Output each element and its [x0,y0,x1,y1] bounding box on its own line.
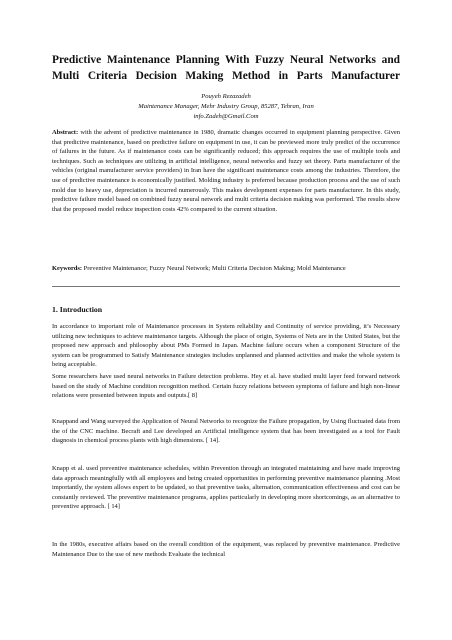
abstract-text: with the advent of predictive maintenance in 1980, dramatic changes occurred in equipment planning perspective. Given that predictive maintenance, based on predictive failure on equipment in use, it can be previewed more truly predict of the occurrence of failures in the future. As if maintenance costs can be significantly reduced; this approach requires the use of multiple tools and techniques. Such as techniques are utilizing in artificial intelligence, neural networks and fuzzy set theory. Parts manufacturer of the vehicles (original manufacturer service providers) in Iran have the significant maintenance costs among the industries. Therefore, the use of predictive maintenance is economically justified. Molding industry is preferred because production process and the use of such mold due to heavy use, depreciation is incurred numerously. This makes development expenses for parts manufacturer. In this study, predictive failure model based on combined fuzzy neural network and multi criteria decision making was performed. The results show that the proposed model reduce inspection costs 42% compared to the current situation. [52,129,401,213]
keywords [52,264,400,274]
intro-paragraph-3: Knappand and Wang surveyed the Application of Neural Networks to recognize the Failure propagation, by Using fluctuated data from the of the CNC machine. Becraft and Lee developed an Artificial intelligence system that has been investigated as a tool for Fault diagnosis in chemical process plants with high dimensions. [ 14]. [52,418,400,445]
abstract-label: Abstract: [52,129,79,136]
section-divider [52,286,400,287]
intro-paragraph-4: Knapp et al. used preventive maintenance schedules, within Prevention through an integrated maintaining and have made improving data approach meaningfully with all employees and being created opportunities in performing preventive maintenance planning .Most importantly, the system allows expert to be updated, so that preventive tasks, alternation, communication effectiveness and cost can be constantly reviewed. The preventive maintenance programs, applies particularly in developing more shortcomings, as an alternative to preventive approach. [ 14] [52,465,400,511]
author-affiliation: Maintenance Manager, Mehr Industry Group, 85287, Tehran, Iran [138,103,314,110]
abstract [52,128,400,214]
author-email: info.Zadeh@Gmail.Com [193,113,259,120]
keywords-text: Preventive Maintenance; Fuzzy Neural Network; Multi Criteria Decision Making; Mold Maintenance [83,265,346,272]
keywords-label: Keywords: [52,265,83,272]
author-name: Pouyeh Rezazadeh [201,93,251,100]
intro-paragraph-5: In the 1980s, executive affairs based on the overall condition of the equipment, was replaced by preventive maintenance. Predictive Maintenance Due to the use of new methods Evaluate the technical [52,541,400,558]
paper-title: Predictive Maintenance Planning With Fuzzy Neural Networks and Multi Criteria Decision Making Method in Parts Manufacturer [52,54,400,82]
intro-paragraph-2: Some researchers have used neural networks in Failure detection problems. Hey et al. have studied multi layer feed forward network based on the study of Machine condition recognition method. Certain fuzzy relations between symptoms of failure and high non-linear relations were presented between inputs and outputs.[ 8] [52,373,400,400]
section-heading: 1. Introduction [52,305,103,314]
intro-paragraph-1: In accordance to important role of Maintenance processes in System reliability and Continuity of service providing, it’s Necessary utilizing new techniques to achieve maintenance targets. Although the place of origin, Systems of Nets are in the United States, but the proposed new approach and philosophy about PMs Formed in Japan. Machine failure occurs when a component Structure of the system can be programmed to Satisfy Maintenance strategies includes unplanned and planned activities and make the whole system is being acceptable. [52,323,400,369]
